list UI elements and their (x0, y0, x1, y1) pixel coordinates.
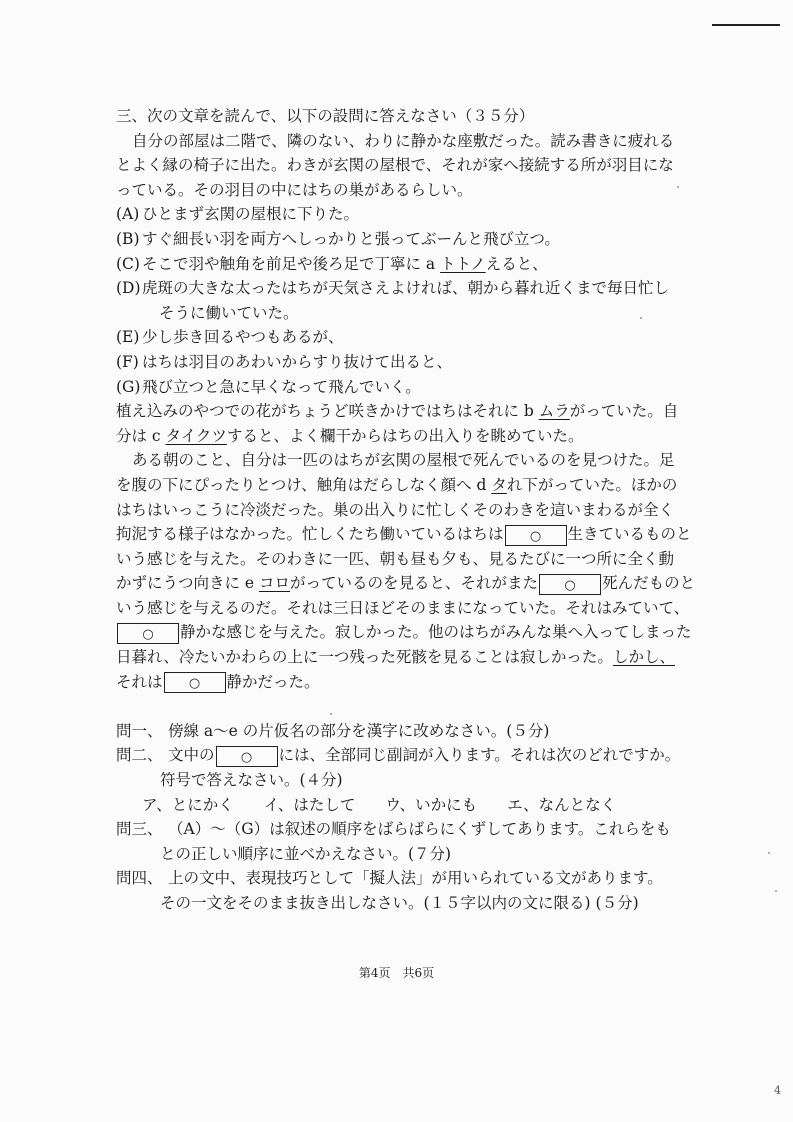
para3-line: それは ○ 静かだった。 (116, 672, 320, 692)
underlined-katakana-c: タイクツ (165, 426, 227, 445)
underlined-katakana-e: コロ (259, 574, 291, 593)
scan-speck (768, 852, 770, 854)
question-3: 問三、 （A）～（G）は叙述の順序をばらばらにくずしてあります。これらをも (116, 820, 671, 839)
para2-line: 植え込みのやつでの花がちょうど咲きかけではちはそれに b ムラがっていた。自 (116, 402, 679, 421)
choice-e: エ、なんとなく (507, 795, 617, 814)
item-c: (C) そこで羽や触角を前足や後ろ足で丁寧に a トトノえると、 (116, 254, 548, 273)
choice-a: ア、とにかく (142, 795, 234, 814)
blank-box: ○ (505, 525, 567, 546)
choice-u: ウ、いかにも (385, 795, 478, 814)
choice-i: イ、はたして (263, 795, 356, 814)
blank-box: ○ (117, 623, 179, 644)
blank-box: ○ (216, 746, 278, 767)
section-title: 三、次の文章を読んで、以下の設問に答えなさい（３５分） (116, 107, 535, 125)
answer-choices (116, 793, 676, 818)
question-2: 問二、 文中の ○ には、全部同じ副詞が入ります。それは次のどれですか。 (116, 746, 681, 765)
scan-speck (677, 186, 679, 188)
item-d: (D)虎斑の大きな太ったはちが天気さえよければ、朝から暮れ近くまで毎日忙し (116, 279, 670, 298)
para3-line: ある朝のこと、自分は一匹のはちが玄関の屋根で死んでいるのを見つけた。足 (132, 451, 675, 470)
page-footer: 第4页 共6页 (358, 966, 435, 980)
question-4: 問四、 上の文中、表現技巧として「擬人法」が用いられている文があります。 (116, 869, 663, 888)
para3-line: いう感じを与えた。そのわきに一匹、朝も昼も夕も、見るたびに一つ所に全く動 (116, 549, 675, 568)
question-1: 問一、 傍線 a～e の片仮名の部分を漢字に改めなさい。(５分) (116, 721, 550, 740)
question-2-cont: 符号で答えなさい。(４分) (160, 771, 343, 790)
scan-speck (775, 890, 777, 892)
item-b: (B) すぐ細長い羽を両方へしっかりと張ってぶーんと飛び立つ。 (116, 229, 560, 248)
scan-speck (330, 713, 332, 715)
para3-line: を腹の下にぴったりとつけ、触角はだらしなく顔へ d タれ下がっていた。ほかの (116, 475, 678, 494)
para1-line: っている。その羽目の中にはちの巣があるらしい。 (116, 180, 473, 199)
scan-speck (640, 317, 642, 319)
para1-line: とよく縁の椅子に出た。わきが玄関の屋根で、それが家へ接続する所が羽目にな (116, 156, 674, 175)
item-a: (A) ひとまず玄関の屋根に下りた。 (116, 205, 360, 224)
top-right-rule (712, 24, 780, 26)
item-f: (F) はちは羽目のあわいからすり抜けて出ると、 (116, 352, 453, 371)
item-g: (G)飛び立つと急に早くなって飛んでいく。 (116, 377, 421, 396)
para3-line: 拘泥する様子はなかった。忙しくたち働いているはちは ○ 生きているものと (116, 525, 692, 544)
para3-line: ○ 静かな感じを与えた。寂しかった。他のはちがみんな巣へ入ってしまった (116, 620, 676, 645)
para2-line: 分は c タイクツすると、よく欄干からはちの出入りを眺めていた。 (116, 426, 584, 445)
underlined-katakana-b: ムラ (538, 402, 570, 421)
para3-line: はちはいっこうに冷淡だった。巣の出入りに忙しくそのわきを這いまわるが全く (116, 500, 675, 519)
item-d-cont: そうに働いていた。 (159, 303, 299, 322)
corner-page-number: 4 (774, 1084, 781, 1097)
para1-line: 自分の部屋は二階で、隣のない、わりに静かな座敷だった。読み書きに疲れる (132, 131, 675, 150)
underlined-katakana-d: タ (491, 475, 507, 494)
question-section (116, 104, 696, 916)
item-e: (E) 少し歩き回るやつもあるが、 (116, 328, 344, 347)
underlined-phrase: しかし、 (612, 648, 675, 667)
para3-line: 日暮れ、冷たいかわらの上に一つ残った死骸を見ることは寂しかった。しかし、 (116, 648, 675, 667)
question-3-cont: との正しい順序に並べかえなさい。(７分) (160, 844, 452, 863)
underlined-katakana-a: トトノ (440, 254, 486, 273)
blank-box: ○ (164, 672, 226, 693)
para3-line: かずにうつ向きに e コロがっているのを見ると、それがまた ○ 死んだものと (116, 574, 696, 593)
question-4-cont: その一文をそのまま抜き出しなさい。(１５字以内の文に限る) (５分) (160, 894, 639, 912)
blank-box: ○ (539, 574, 601, 595)
para3-line: いう感じを与えるのだ。それは三日ほどそのままになっていた。それはみていて、 (116, 598, 690, 617)
